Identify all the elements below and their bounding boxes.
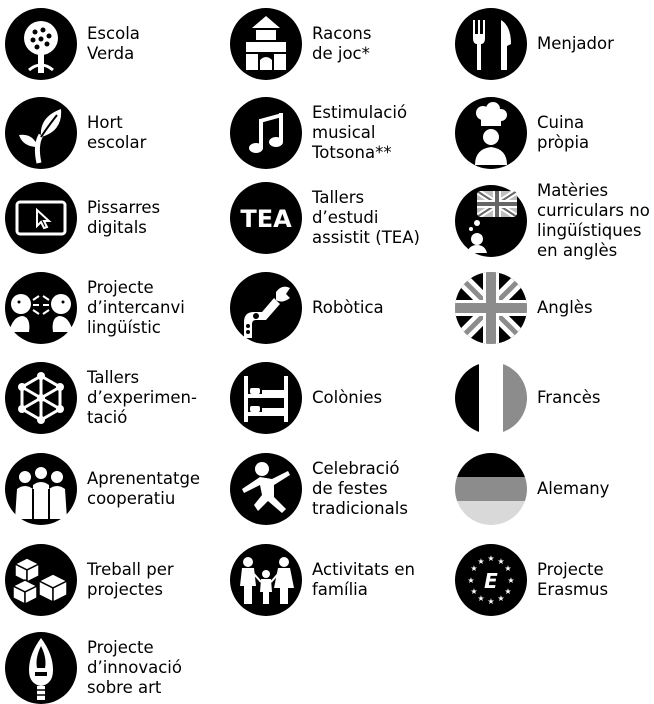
item-label: Aprenentatge cooperatiu [87,469,201,508]
item-label: Projecte d’innovació sobre art [87,638,182,697]
thinking-english-icon [455,185,527,257]
item-label: Escola Verda [87,24,140,63]
item-label: Hort escolar [87,113,147,152]
cubes-icon [5,544,77,616]
chef-icon [455,97,527,169]
item-label: Celebració de festes tradicionals [312,459,408,518]
talking-faces-icon [5,272,77,344]
item-angles [455,272,593,344]
item-projecte-innovacio-art [5,632,182,704]
item-pissarres-digitals [5,182,160,254]
uk-flag-icon [455,272,527,344]
item-estimulacio-musical [230,97,407,169]
svg-text:★: ★ [470,564,478,573]
item-racons-de-joc [230,8,371,80]
svg-text:★: ★ [470,587,478,596]
item-celebracio-festes [230,453,408,525]
group-people-icon [5,453,77,525]
item-projecte-intercanvi [5,272,185,344]
item-cuina-propia [455,97,589,169]
item-label: Francès [537,388,601,407]
item-label: Menjador [537,34,614,53]
item-label: Estimulació musical Totsona** [312,103,408,162]
erasmus-e-text: E [484,569,498,593]
svg-text:★: ★ [487,597,495,606]
item-robotica [230,272,384,344]
item-menjador [455,8,614,80]
item-hort-escolar [5,97,146,169]
item-escola-verda [5,8,140,80]
item-alemany [455,453,609,525]
svg-text:★: ★ [487,554,495,563]
item-label: Activitats en família [312,560,415,599]
item-frances [455,362,600,434]
svg-text:★: ★ [477,594,485,603]
svg-text:★: ★ [477,557,485,566]
item-label: Pissarres digitals [87,198,161,237]
svg-text:★: ★ [504,564,512,573]
item-label: Cuina pròpia [537,113,590,152]
molecule-icon [5,362,77,434]
paintbrush-icon [5,632,77,704]
robot-arm-icon [230,272,302,344]
item-tallers-tea [230,182,420,254]
digital-board-icon [5,182,77,254]
svg-text:★: ★ [497,594,505,603]
item-projecte-erasmus [455,544,608,616]
germany-flag-icon [455,453,527,525]
item-label: Tallers d’estudi assistit (TEA) [312,188,420,247]
fork-knife-icon [455,8,527,80]
item-label: Projecte Erasmus [537,560,609,599]
item-tallers-experimentacio [5,362,197,434]
svg-text:★: ★ [467,576,475,585]
svg-text:★: ★ [507,576,515,585]
france-flag-icon [455,362,527,434]
music-note-icon [230,97,302,169]
item-treball-projectes [5,544,174,616]
item-materies-angles [455,181,650,260]
svg-text:★: ★ [504,587,512,596]
item-label: Anglès [537,298,593,317]
item-label: Matèries curriculars no lingüístiques en anglès [537,181,650,260]
dancing-figure-icon [230,453,302,525]
family-icon [230,544,302,616]
item-aprenentatge-cooperatiu [5,453,200,525]
svg-text:★: ★ [497,557,505,566]
flower-tree-icon [5,8,77,80]
bunk-bed-icon [230,362,302,434]
item-label: Alemany [537,479,610,498]
item-label: Robòtica [312,298,384,317]
item-label: Racons de joc* [312,24,372,63]
eu-stars-icon [455,544,527,616]
item-activitats-familia [230,544,415,616]
item-label: Projecte d’intercanvi lingüístic [87,278,185,337]
tea-text: TEA [240,205,292,233]
item-colonies [230,362,382,434]
item-label: Treball per projectes [87,560,174,599]
tea-text-icon [230,182,302,254]
item-label: Tallers d’experimen- tació [87,368,197,427]
toy-blocks-icon [230,8,302,80]
sprout-icon [5,97,77,169]
item-label: Colònies [312,388,383,407]
